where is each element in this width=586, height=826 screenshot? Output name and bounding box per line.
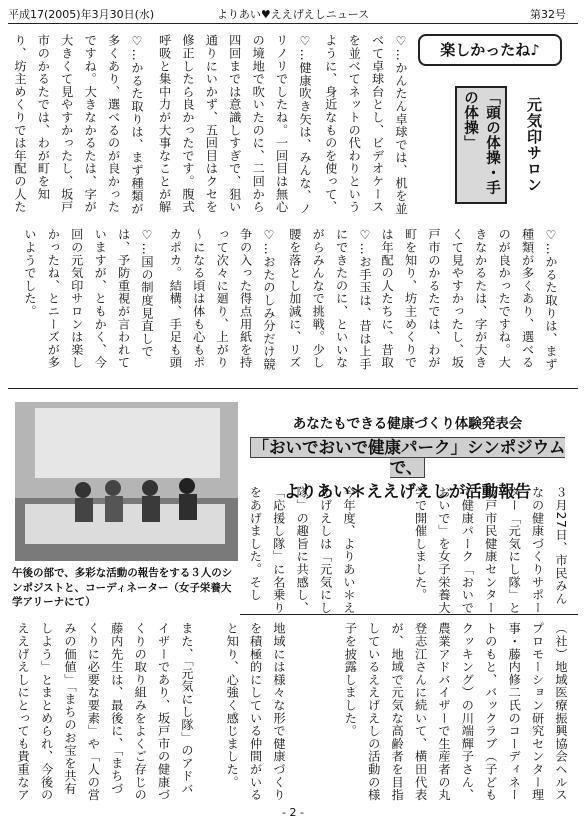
header-rule — [8, 23, 578, 24]
photo-caption: 午後の部で、多彩な活動の報告をする３人のシンポジストと、コーディネーター（女子栄養大学アリーナにて） — [12, 567, 233, 608]
article-column: 今年度、よりあい＊ええげえしは「元気にし隊」の趣旨に共感し、「応援し隊」に名乗りをあげました。そし — [248, 486, 356, 614]
newsletter-name: よりあい♥ええげえしニュース — [216, 8, 370, 21]
salon-label — [455, 86, 545, 204]
article-column: ♡…国の制度見直しでは、予防重視が言われていますが、ともかく、今回の元気印サロンは楽しかったね、とニーズが多いようでした。 — [22, 228, 154, 369]
event-subtitle: あなたもできる健康づくり体験発表会 — [292, 416, 523, 432]
section2-divider — [240, 614, 578, 615]
photo-illustration — [15, 402, 238, 561]
article-column: ♡…かるた取りは、まず種類が多くあり、選べるのが良かったですね。大きなかるたは、字が大きくて見やすかったし、坂戸市のかるたでは、わが町を知り、坊主めくりでは年配の人たちに、昔取 — [380, 228, 558, 371]
issue-date: 平成17(2005)年3月30日(水) — [8, 8, 155, 21]
section-divider — [8, 388, 578, 389]
event-title-line2: よりあい＊ええげえしが活動報告 — [283, 482, 532, 501]
section-headline: 楽しかったね♪ — [418, 34, 562, 66]
symposium-photo — [15, 402, 238, 561]
salon-label-sub: 元気印サロン — [525, 97, 543, 193]
article-column: ３月27日、市民みんなの健康づくりサポーター「元気にし隊」と坂戸市民健康センターで健康パーク「おいでおいで」を女子栄養大学で開催しました。 — [413, 486, 568, 614]
article-column: ♡…おたのしみ分だけ競争の入った得点用紙を持って次々に廻り、上がり～になる頃は体も心もポカポカ。結構、手足も頭 — [168, 228, 276, 371]
article-column: ♡…健康吹き矢は、みんな、ノリノリでしたね。一回目は無心の境地で吹いたのに、二回から四回までは意識しすぎで、狙い通りにいかず、五回目はクセを修正したら良かったです。腹式呼吸と集中力が大事なことが解 — [157, 34, 312, 215]
page-number: - 2 - — [282, 806, 304, 819]
article-column: （社）地域医療振興協会ヘルスプロモーション研究センター理事・藤内修二氏のコーディネートのもと、バックラブ（子どもクッキング）の川端輝子さん、農業アドバイザーで生産者の丸 登志江さんに続いて、横田代表が、地域で元気な高齢者を目指しているええげえしの活動の様子を披露しました。 — [343, 622, 568, 802]
article-column: ♡…かるた取りは、まず種類が多くあり、選べるのが良かったですね。大きなかるたは、字が大きくて見やすかったし、坂戸市のかるたでは、わが町を知り、坊主めくりでは年配の人た — [12, 34, 144, 215]
article-column: ♡…かんたん卓球では、机を並べて卓球台とし、ビデオケースを並べてネットの代わりというように、身近なものを使って、 — [323, 34, 408, 215]
event-title-line1: 「おいでおいで健康パーク」シンポジウムで、 — [250, 437, 566, 478]
page-header — [8, 6, 578, 22]
salon-label-main: 「頭の体操・手の体操」 — [455, 86, 507, 204]
article-column: 地域には様々な形で健康づくりを積極的にしている仲間がいると知り、心強く感じました。 — [225, 622, 286, 802]
article-column: ♡…お手玉は、昔は上手にできたのに、といいながらみんなで挑戦。少し腰を落とし加減に、リズ — [287, 228, 372, 371]
issue-number: 第32号 — [530, 8, 566, 21]
article-column: また、「元気にし隊」のアドバイザーであり、坂戸市の健康づくりの取り組みをよくご存じの藤内先生は、最後に、「まちづくりに必要な要素」や「人の営みの価値」「まちのお宝を共有しよう」とまとめられ、今後のええげえしにとっても貴重なア — [16, 622, 194, 802]
